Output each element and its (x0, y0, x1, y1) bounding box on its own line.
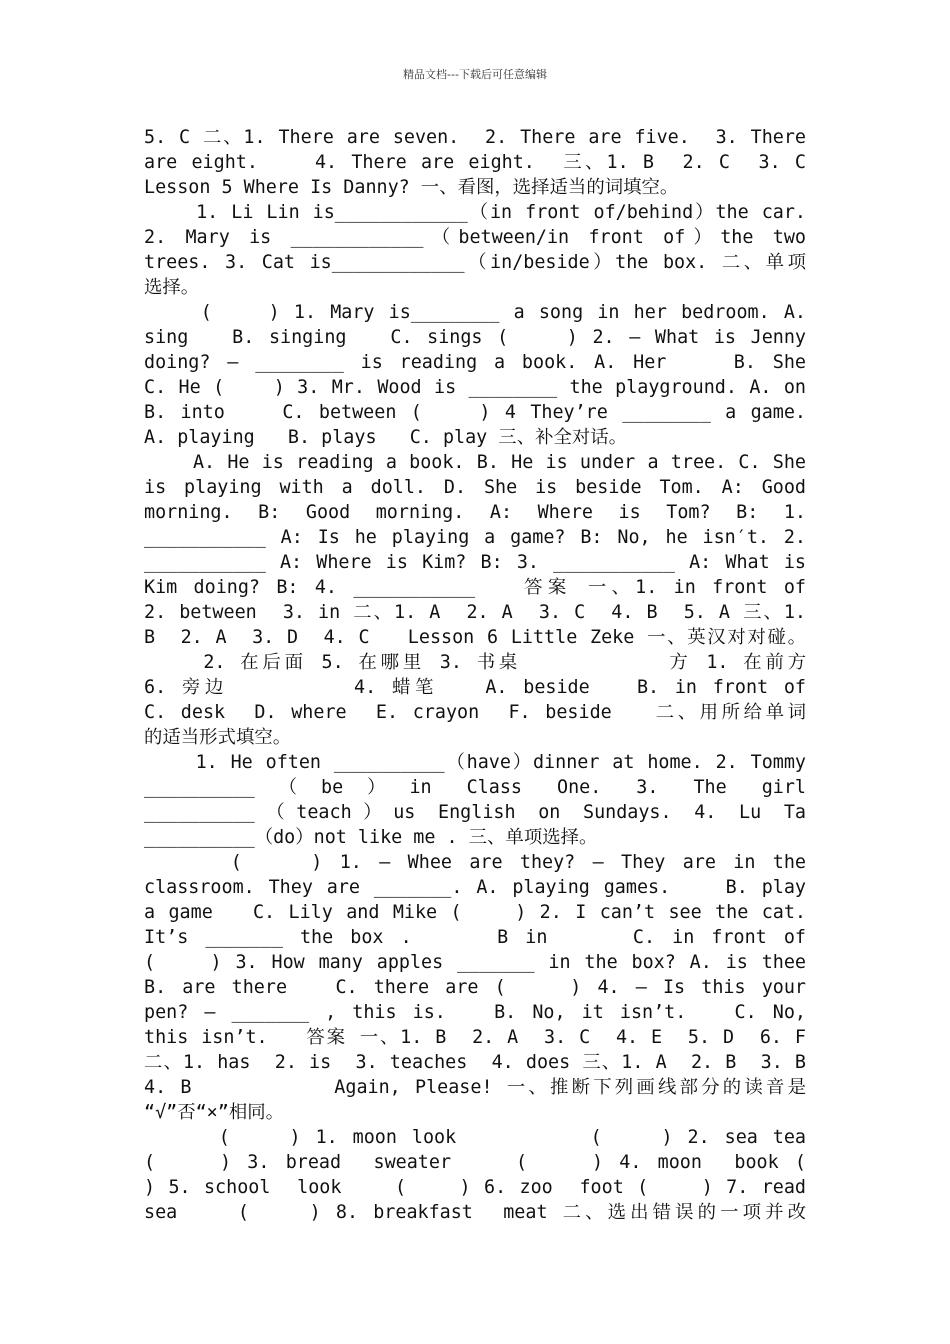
text-line: 1. Li Lin is____________（in front of/behind）the car. (144, 202, 806, 223)
text-line: It’s _______ the box . B in C. in front of (144, 927, 806, 948)
text-line: 5. C 二、1. There are seven. 2. There are five. 3. There (144, 127, 806, 148)
text-line: 2. 在后面 5. 在哪里 3. 书桌 方 1. 在前方 (144, 652, 806, 673)
text-line: 1. He often __________（have）dinner at home. 2. Tommy (144, 752, 806, 773)
text-line: classroom. They are _______. A. playing games. B. play (144, 877, 806, 898)
text-line: sea ( ) 8. breakfast meat 二、选出错误的一项并改 (144, 1202, 806, 1223)
text-line: ) 5. school look ( ) 6. zoo foot ( ) 7. read (144, 1177, 806, 1198)
text-line: “√”否“×”相同。 (144, 1102, 284, 1123)
text-line: 二、1. has 2. is 3. teaches 4. does 三、1. A 2. B 3. B (144, 1052, 806, 1073)
text-line: trees. 3. Cat is____________（in/beside）the box. 二、单项 (144, 252, 806, 273)
text-line: ___________ A: Where is Kim? B: 3. ___________ A: What is (144, 552, 806, 573)
text-line: ( ) 3. bread sweater ( ) 4. moon book ( (144, 1152, 806, 1173)
text-line: ___________ A: Is he playing a game? B: No, he isn′t. 2. (144, 527, 806, 548)
text-line: are eight. 4. There are eight. 三、1. B 2. C 3. C (144, 152, 806, 173)
page-header: 精品文档---下载后可任意编辑 (403, 68, 547, 81)
text-line: ( ) 3. How many apples _______ in the box? A. is thee (144, 952, 806, 973)
text-line: __________（be）in Class One. 3. The girl (144, 777, 806, 798)
text-line: 2. between 3. in 二、1. A 2. A 3. C 4. B 5. A 三、1. (144, 602, 806, 623)
text-line: doing? — ________ is reading a book. A. Her B. She (144, 352, 806, 373)
text-line: 6. 旁边 4. 蜡笔 A. beside B. in front of (144, 677, 806, 698)
text-line: ( ) 1. — Whee are they? — They are in the (144, 852, 806, 873)
text-line: this isn’t. 答案 一、1. B 2. A 3. C 4. E 5. D 6. F (144, 1027, 806, 1048)
text-line: morning. B: Good morning. A: Where is Tom? B: 1. (144, 502, 806, 523)
text-line: ( ) 1. moon look ( ) 2. sea tea (144, 1127, 806, 1148)
text-line: B. are there C. there are ( ) 4. — Is this your (144, 977, 806, 998)
text-line: Lesson 5 Where Is Danny? 一、看图，选择适当的词填空。 (144, 177, 679, 198)
document-body (144, 125, 806, 1225)
text-line: Kim doing? B: 4. ___________ 答案 一、1. in front of (144, 577, 806, 598)
text-line: __________（teach）us English on Sundays. 4. Lu Ta (144, 802, 806, 823)
text-line: C. desk D. where E. crayon F. beside 二、用所给单词 (144, 702, 806, 723)
text-line: 的适当形式填空。 (144, 727, 292, 748)
text-line: __________（do）not like me . 三、单项选择。 (144, 827, 598, 848)
text-line: B 2. A 3. D 4. C Lesson 6 Little Zeke 一、英汉对对碰。 (144, 627, 806, 648)
text-line: 选择。 (144, 277, 200, 298)
text-line: is playing with a doll. D. She is beside Tom. A: Good (144, 477, 806, 498)
text-line: ( ) 1. Mary is________ a song in her bedroom. A. (144, 302, 806, 323)
text-line: sing B. singing C. sings ( ) 2. — What is Jenny (144, 327, 806, 348)
text-line: A. playing B. plays C. play 三、补全对话。 (144, 427, 628, 448)
text-line: a game C. Lily and Mike ( ) 2. I can’t see the cat. (144, 902, 806, 923)
text-line: B. into C. between ( ) 4 They’re ________ a game. (144, 402, 806, 423)
text-line: A. He is reading a book. B. He is under a tree. C. She (144, 452, 806, 473)
text-line: C. He ( ) 3. Mr. Wood is ________ the playground. A. on (144, 377, 806, 398)
text-line: 4. B Again, Please! 一、推断下列画线部分的读音是 (144, 1077, 806, 1098)
text-line: 2. Mary is ____________（between/in front of）the two (144, 227, 806, 248)
text-line: pen? — _______ , this is. B. No, it isn’t. C. No, (144, 1002, 806, 1023)
